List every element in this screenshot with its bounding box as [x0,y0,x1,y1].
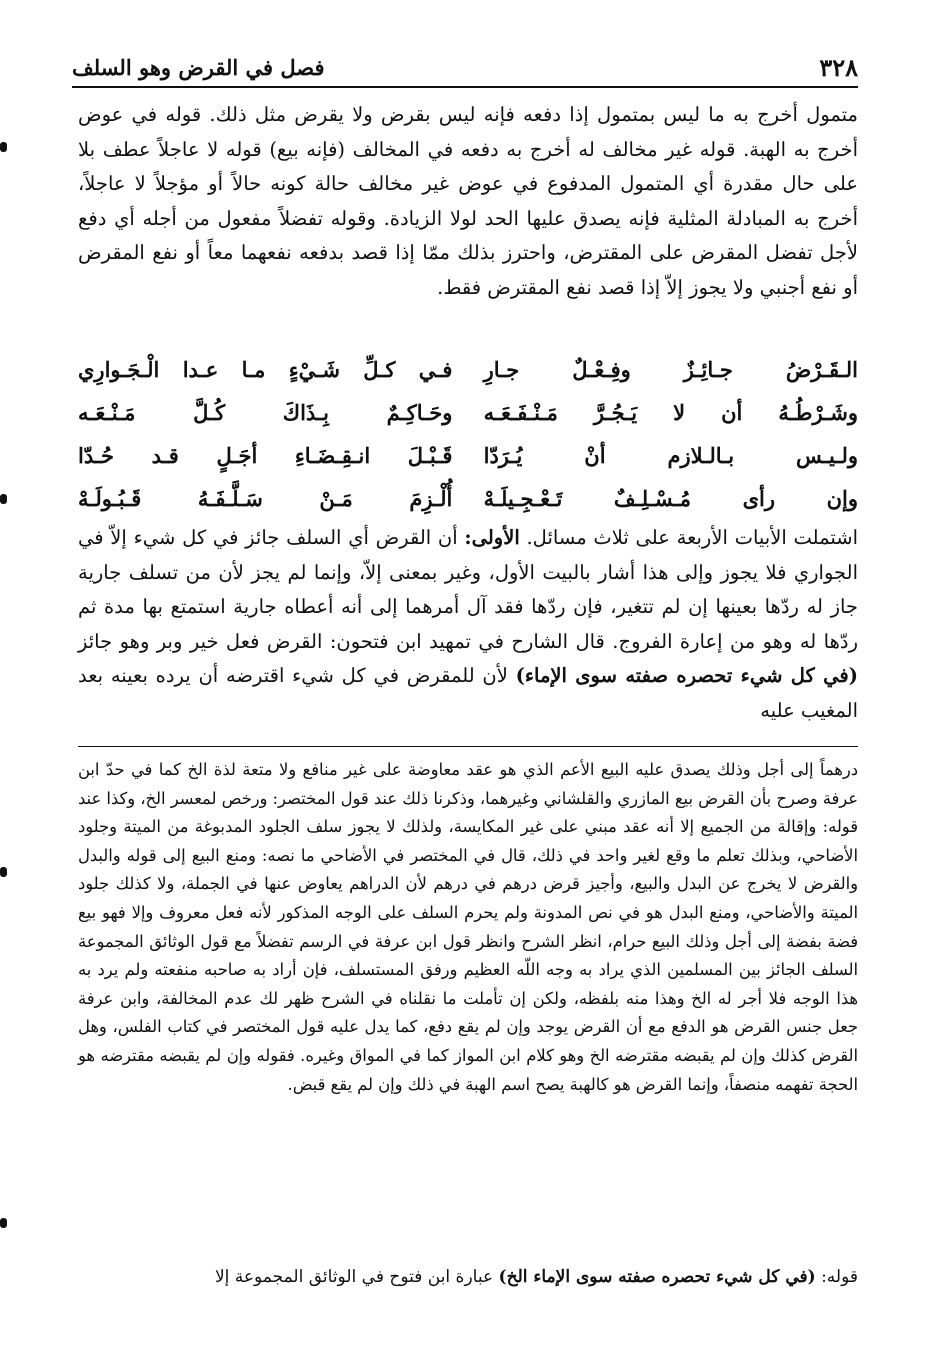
margin-mark [0,867,7,877]
footnote-divider [78,746,858,747]
hemistich-right: وشَـرْطُـهُ أن لا يَـجُـرَّ مَـنْـفَـعَـه [483,400,858,425]
hemistich-left: فـي كـلِّ شَـيْءٍ مـا عـدا الْـجَـوارِي [78,357,453,382]
poem-verse [78,391,858,434]
poem [78,348,858,520]
page-header [72,48,858,88]
running-title: فصل في القرض وهو السلف [72,54,325,80]
hemistich-right: الـقَـرْضُ جـائِـزٌ وفِـعْـلٌ جـارِ [483,357,858,382]
hemistich-left: وحَـاكِـمٌ بِـذَاكَ كُـلَّ مَـنْـعَـه [78,400,453,425]
last-line-rest: عبارة ابن فتوح في الوثائق المجموعة إلا [214,1267,494,1287]
page-number: ٣٢٨ [819,52,858,82]
last-line-quoted: (في كل شيء تحصره صفته سوى الإماء الخ) [498,1267,816,1287]
quoted-phrase: (في كل شيء تحصره صفته سوى الإماء) [515,664,858,688]
commentary-paragraph [78,521,858,729]
commentary [78,521,858,729]
footnote [78,756,858,1099]
poem-verse [78,434,858,477]
main-paragraph: متمول أخرج به ما ليس بمتمول إذا دفعه فإنه ليس بقرض ولا يقرض مثل ذلك. قوله في عوض أخرج به الهبة. قوله غير مخالف له أخرج به دفعه في المخالف (فإنه بيع) قوله لا عاجلاً عطف بلا على حال مقدرة أي المتمول المدفوع في عوض غير مخالف حالة كونه حالاً أو مؤجلاً لا عاجلاً، أخرج به المبادلة المثلية فإنه يصدق عليها الحد لولا الزيادة. وقوله تفضلاً مفعول من أجله أي دفع لأجل تفضل المقرض على المقترض، واحترز بذلك ممّا إذا قصد بدفعه نفعهما معاً أو نفع المقرض أو نفع أجنبي ولا يجوز إلاّ إذا قصد نفع المقترض فقط. [78,103,858,299]
margin-mark [0,142,7,152]
main-text [78,98,858,306]
margin-mark [0,1218,7,1228]
footnote-paragraph: درهماً إلى أجل وذلك يصدق عليه البيع الأعم الذي هو عقد معاوضة على غير منافع ولا متعة لذة الخ كما في حدّ ابن عرفة وصرح بأن القرض بيع المازري والقلشاني وغيرهما، وذكرنا ذلك عند قول المختصر: ورخص لمعسر الخ، وكذا عند قوله: وإقالة من الجميع إلا أنه عقد مبني على غير المكايسة، ولذلك لا يجوز سلف الجلود المدبوغة من الميتة وجلود الأضاحي، وبذلك تعلم ما وقع لغير واحد في ذلك، قال في المختصر في الأضاحي ما نصه: ومنع البيع إلى قوله والبدل والقرض لا يخرج عن البدل والبيع، وأجيز قرض درهم في درهم لأن الدراهم يعاوض عنها في الجملة، ولا كذلك جلود الميتة والأضاحي، ومنع البدل هو في نص المدونة ولم يحرم السلف على الوجه المذكور لأنه فعل معروف وإلا فهو بيع فضة بفضة إلى أجل وذلك البيع حرام، انظر الشرح وانظر قول ابن عرفة في الرسم تفضلاً مع قول الوثائق المجموعة السلف الجائز بين المسلمين الذي يراد به وجه اللّه العظيم ورفق المستسلف، فإن أراد به صاحبه منفعته ولم يرد به هذا الوجه فلا أجر له الخ وهذا منه بلفظه، ولكن إن تأملت ما نقلناه في الشرح ظهر لك عدم المخالفة، وابن عرفة جعل جنس القرض هو الدفع مع أن القرض يوجد وإن لم يقع دفع، كما يدل عليه قول المختصر في كتاب الفلس، وهل القرض كذلك وإن لم يقبضه مقترضه الخ وهو كلام ابن المواز كما في المواق وغيره. فقوله وإن لم يقبضه مقترضه هو الحجة تفهمه منصفاً، وإنما القرض هو كالهبة يصح اسم الهبة في ذلك وإن لم يقع قبض. [78,760,858,1094]
poem-verse [78,477,858,520]
commentary-end: لأن للمقرض في كل شيء اقترضه أن يرده بعينه بعد المغيب عليه [78,664,858,722]
hemistich-right: وإن رأى مُـسْـلِـفٌ تَـعْـجِـيلَـهْ [483,486,858,511]
last-line-prefix: قوله: [821,1267,858,1287]
hemistich-right: ولـيـس بـالـلازم أنْ يُـرَدّا [483,443,858,468]
poem-verse [78,348,858,391]
hemistich-left: قَـبْـلَ انـقِـضَـاءِ أجَـلٍ قـد حُـدّا [78,443,453,468]
footnote-last-line [78,1262,858,1292]
commentary-body: أن القرض أي السلف جائز في كل شيء إلاّ في الجواري فلا يجوز وإلى هذا أشار بالبيت الأول، وغير بمعنى إلاّ، وإنما لم يجز لأن من تسلف جارية جاز له ردّها بعينها إن لم تتغير، فإن ردّها فقد آل أمرهما إلى أنه أعطاه جارية استمتع بها مدة ثم ردّها له وهو من إعارة الفروج. قال الشارح في تمهيد ابن فتحون: القرض فعل خير وبر وهو جائز [78,526,858,653]
first-issue-label: الأولى: [464,526,520,549]
margin-mark [0,494,7,504]
hemistich-left: أُلْـزِمَ مَـنْ سَـلَّـفَـهُ قَـبُـولَـهْ [78,486,453,511]
commentary-intro: اشتملت الأبيات الأربعة على ثلاث مسائل. [526,526,858,549]
